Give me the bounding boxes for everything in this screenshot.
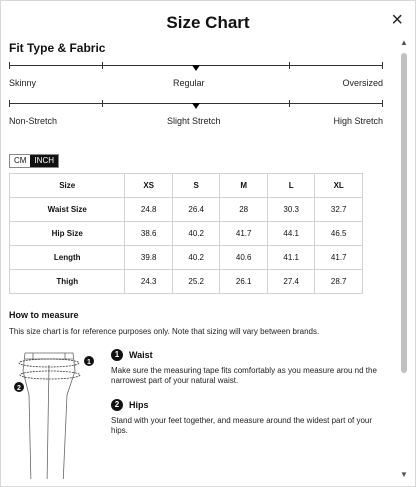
row-label: Waist Size: [10, 198, 125, 222]
table-cell: 24.8: [125, 198, 173, 222]
table-cell: 41.1: [267, 246, 315, 270]
table-cell: 27.4: [267, 270, 315, 294]
fit-indicator: [192, 65, 200, 71]
table-cell: 38.6: [125, 222, 173, 246]
table-cell: 24.3: [125, 270, 173, 294]
unit-inch-button[interactable]: INCH: [30, 155, 58, 167]
table-cell: 39.8: [125, 246, 173, 270]
modal-title: Size Chart: [166, 13, 250, 32]
step-desc-hips: Stand with your feet together, and measure around the widest part of your hips.: [111, 416, 373, 435]
table-row: [10, 270, 363, 294]
step-desc-waist: Make sure the measuring tape fits comfortably as you measure arou nd the narrowest part of your natural waist.: [111, 366, 377, 385]
fit-label-regular: Regular: [173, 78, 205, 88]
table-cell: 40.2: [172, 246, 220, 270]
header-cell: L: [267, 174, 315, 198]
pants-illustration: [19, 353, 80, 479]
header-cell: S: [172, 174, 220, 198]
fabric-label-slight-stretch: Slight Stretch: [167, 116, 221, 126]
table-cell: 30.3: [267, 198, 315, 222]
table-cell: 40.2: [172, 222, 220, 246]
step-title-waist: Waist: [129, 350, 153, 360]
scrollbar[interactable]: [399, 39, 409, 479]
table-cell: 46.5: [315, 222, 363, 246]
step-title-hips: Hips: [129, 400, 149, 410]
table-cell: 44.1: [267, 222, 315, 246]
close-icon[interactable]: ×: [391, 9, 403, 31]
table-row: [10, 198, 363, 222]
fit-label-skinny: Skinny: [9, 78, 37, 88]
modal-content: [9, 39, 383, 479]
table-header-row: [10, 174, 363, 198]
table-cell: 28: [220, 198, 268, 222]
marker-1-icon: [84, 356, 94, 366]
svg-text:2: 2: [17, 385, 21, 392]
table-cell: 32.7: [315, 198, 363, 222]
header-cell: M: [220, 174, 268, 198]
row-label: Length: [10, 246, 125, 270]
fit-fabric-heading: Fit Type & Fabric: [9, 41, 106, 55]
header-cell: XS: [125, 174, 173, 198]
table-row: [10, 246, 363, 270]
unit-toggle: [9, 154, 59, 168]
table-cell: 41.7: [315, 246, 363, 270]
row-label: Hip Size: [10, 222, 125, 246]
table-cell: 25.2: [172, 270, 220, 294]
how-to-measure-heading: How to measure: [9, 310, 79, 320]
row-label: Thigh: [10, 270, 125, 294]
fabric-label-non-stretch: Non-Stretch: [9, 116, 58, 126]
header-cell: XL: [315, 174, 363, 198]
table-cell: 26.1: [220, 270, 268, 294]
fabric-indicator: [192, 103, 200, 109]
table-cell: 28.7: [315, 270, 363, 294]
step-number-1: 1: [111, 349, 123, 361]
fit-label-oversized: Oversized: [342, 78, 383, 88]
marker-2-icon: [14, 382, 24, 392]
header-cell: Size: [10, 174, 125, 198]
svg-text:1: 1: [87, 359, 91, 366]
table-row: [10, 222, 363, 246]
fabric-label-high-stretch: High Stretch: [333, 116, 383, 126]
table-cell: 40.6: [220, 246, 268, 270]
step-number-2: 2: [111, 399, 123, 411]
scroll-up-icon[interactable]: ▲: [400, 38, 408, 47]
disclaimer-note: This size chart is for reference purposes only. Note that sizing will vary between brands.: [9, 327, 320, 336]
scrollbar-thumb[interactable]: [401, 53, 407, 373]
table-cell: 41.7: [220, 222, 268, 246]
pants-diagram: [9, 345, 99, 479]
scroll-down-icon[interactable]: ▼: [400, 470, 408, 479]
table-cell: 26.4: [172, 198, 220, 222]
unit-cm-button[interactable]: CM: [14, 156, 27, 165]
size-table: [9, 173, 363, 294]
